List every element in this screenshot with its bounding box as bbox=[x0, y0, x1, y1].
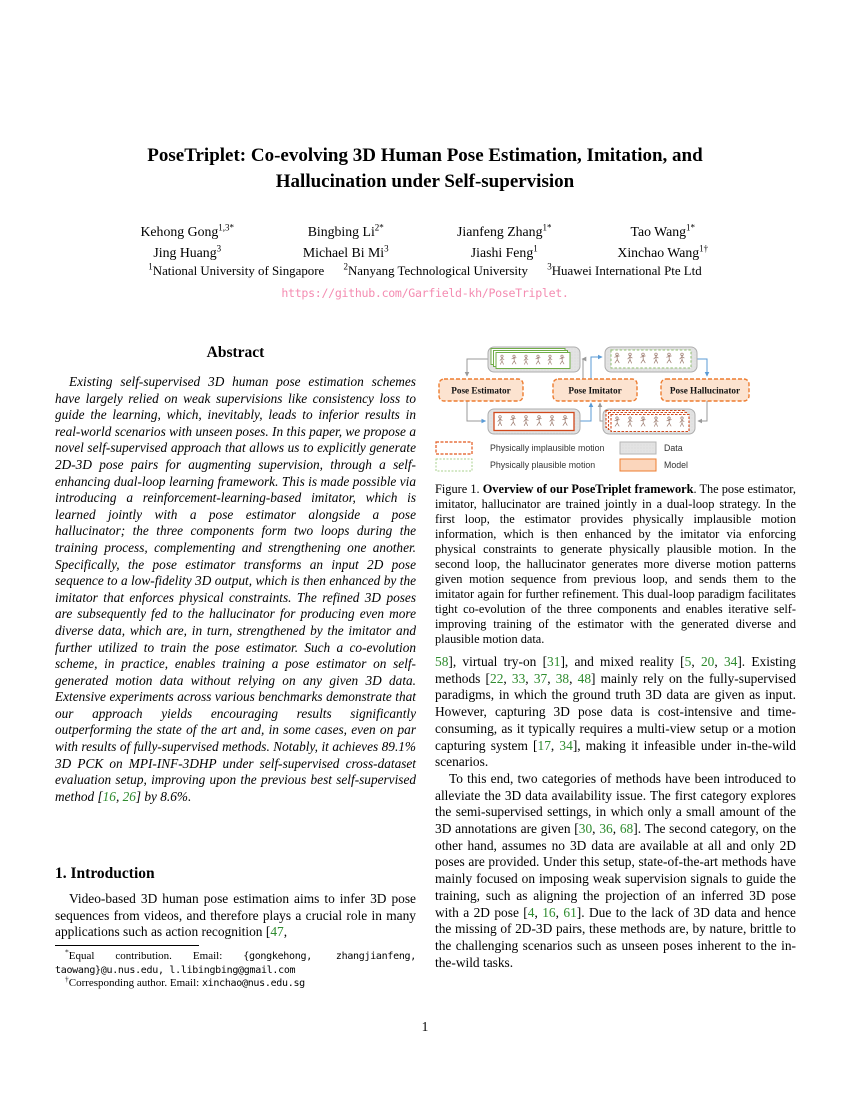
text-segment: Corresponding author. Email: bbox=[68, 977, 202, 990]
affiliation: $^2$Nanyang Technological University bbox=[343, 261, 528, 278]
section-heading-introduction: 1. Introduction bbox=[55, 865, 155, 882]
citation-link[interactable]: 47 bbox=[270, 924, 284, 940]
affiliation: $^1$National University of Singapore bbox=[148, 261, 325, 278]
citation-link[interactable]: 61 bbox=[563, 904, 577, 920]
citation-link[interactable]: 16 bbox=[542, 904, 556, 920]
text-segment: , bbox=[547, 670, 556, 686]
author-superscript: 3 bbox=[384, 243, 389, 254]
text-segment: * bbox=[65, 947, 69, 957]
text-segment: ], making it infeasible under in-the-wild scenarios. bbox=[435, 737, 796, 770]
citation-link[interactable]: 37 bbox=[533, 670, 548, 686]
author-name: Jianfeng Zhang$^{1*}$ bbox=[457, 222, 552, 239]
paper-title bbox=[0, 143, 850, 195]
data-box-plausible-dashed bbox=[605, 347, 697, 372]
pose-hallucinator-label: Pose Hallucinator bbox=[669, 385, 741, 396]
text-segment: xinchao@nus.edu.sg bbox=[201, 978, 305, 990]
text-segment: Video-based 3D human pose estimation aims to infer 3D pose sequences from videos, and therefore plays a crucial role in many applications such as action recognition [ bbox=[55, 891, 416, 940]
citation-link[interactable]: 26 bbox=[122, 788, 136, 804]
text-segment: ] mainly rely on the fully-supervised paradigms, in which the ground truth 3D data are given as input. However, capturing 3D pose data is cost-intensive and time-consuming, as it typically requires a multi-view setup or a motion capturing system [ bbox=[435, 670, 797, 753]
figure-1-caption bbox=[435, 482, 796, 647]
legend-swatch-plausible bbox=[436, 459, 472, 471]
abstract-heading: Abstract bbox=[206, 344, 265, 361]
citation-link[interactable]: 34 bbox=[723, 654, 738, 669]
text-segment: , bbox=[525, 670, 534, 686]
text-segment: , bbox=[534, 904, 543, 920]
author-name: Michael Bi Mi$^3$ bbox=[302, 243, 389, 260]
footnotes bbox=[55, 947, 416, 991]
text-segment: † bbox=[65, 974, 69, 984]
author-name: Bingbing $Li^{2*}$ bbox=[307, 222, 384, 239]
abstract-paragraph bbox=[55, 374, 416, 805]
text-segment: . The pose estimator, imitator, hallucinator are trained jointly in a dual-loop strategy. In the first loop, the estimator provides physically implausible motion information, which is then enhanced by the imitator via enforcing physical constraints to generate physically plausible motion. In the second loop, the hallucinator generates more diverse motion patterns given motion sequence from previous loop, and sends them to the imitator again for further refinement. This dual-loop paradigm facilitates tight co-evolution of the three components and enables iterative self-improving training of the estimator with the generated diverse and plausible motion data. bbox=[435, 482, 796, 646]
data-box-plausible-stack bbox=[488, 347, 580, 372]
text-segment: ] by 8.6%. bbox=[135, 788, 192, 804]
author-name: Kehong Gong$^{1,3*}$ bbox=[140, 222, 235, 239]
figure-legend bbox=[436, 442, 688, 471]
figure-1-svg bbox=[433, 339, 799, 479]
abstract-body bbox=[55, 374, 416, 805]
citation-link[interactable]: 33 bbox=[511, 670, 526, 686]
author-name: Xinchao Wang$^{1\dagger}$ bbox=[617, 243, 709, 260]
data-box-implausible-stack bbox=[603, 409, 695, 434]
author-name: Jiashi Feng$^1$ bbox=[470, 243, 538, 260]
page-number: 1 bbox=[421, 1019, 429, 1034]
citation-link[interactable]: 38 bbox=[555, 670, 570, 686]
pose-estimator-label: Pose Estimator bbox=[451, 385, 511, 396]
text-segment: To this end, two categories of methods have been introduced to alleviate the 3D data availability issue. The first category explores the semi-supervised settings, in which only a small amount of the 3D annotations are given [ bbox=[435, 770, 796, 837]
footnote-equal-contribution bbox=[55, 947, 416, 977]
introduction-paragraph bbox=[55, 891, 416, 941]
text-segment: , bbox=[714, 654, 724, 669]
author-superscript: 3 bbox=[216, 243, 222, 254]
figure-1-overview bbox=[433, 339, 799, 479]
citation-link[interactable]: 36 bbox=[599, 821, 613, 837]
text-segment: , bbox=[691, 654, 701, 669]
legend-label-model: Model bbox=[664, 460, 688, 470]
citation-link[interactable]: 22 bbox=[490, 670, 504, 686]
author-superscript: 1* bbox=[686, 222, 696, 233]
text-segment: , bbox=[283, 924, 288, 940]
citation-link[interactable]: 5 bbox=[684, 654, 692, 669]
citation-link[interactable]: 48 bbox=[577, 670, 592, 686]
citation-link[interactable]: 30 bbox=[578, 821, 593, 837]
author-name: Jing Huang$^3$ bbox=[153, 243, 222, 260]
legend-label-plausible: Physically plausible motion bbox=[490, 460, 596, 470]
text-segment: ], and mixed reality [ bbox=[560, 654, 685, 669]
text-segment: , bbox=[592, 821, 600, 837]
text-segment: ]. Due to the lack of 3D data and hence the missing of 2D-3D pairs, these methods are, by nature, brittle to the challenging scenarios such as unseen poses inherent to the in-the-wild tasks. bbox=[435, 904, 796, 970]
footnote-corresponding-author bbox=[55, 974, 416, 991]
affiliations-line bbox=[0, 261, 850, 279]
text-segment: ], virtual try-on [ bbox=[448, 654, 548, 669]
text-segment: , bbox=[550, 737, 560, 753]
affiliation: $^3$Huawei International Pte Ltd bbox=[547, 261, 702, 278]
author-name: Tao Wang$^{1*}$ bbox=[630, 222, 696, 239]
text-segment: ]. Existing methods [ bbox=[435, 654, 797, 686]
paper-title-line1: PoseTriplet: Co-evolving 3D Human Pose Estimation, Imitation, and bbox=[147, 145, 703, 166]
citation-link[interactable]: 31 bbox=[547, 654, 561, 669]
author-superscript: 1† bbox=[699, 243, 709, 254]
text-segment: , bbox=[503, 670, 512, 686]
author-superscript: 1 bbox=[533, 243, 538, 254]
text-segment: Figure 1. bbox=[435, 482, 483, 496]
pose-imitator-box bbox=[553, 379, 637, 401]
author-superscript: 1,3* bbox=[218, 222, 235, 233]
paper-title-line2: Hallucination under Self-supervision bbox=[275, 171, 575, 192]
author-superscript: 1* bbox=[542, 222, 552, 233]
citation-link[interactable]: 17 bbox=[537, 737, 551, 753]
text-segment: , bbox=[115, 788, 123, 804]
pose-hallucinator-box bbox=[661, 379, 749, 401]
pose-estimator-box bbox=[439, 379, 523, 401]
citation-link[interactable]: 68 bbox=[619, 821, 634, 837]
author-block bbox=[108, 224, 742, 261]
introduction-body bbox=[55, 891, 416, 941]
text-segment: Equal contribution. Email: bbox=[68, 950, 244, 962]
text-segment: ]. The second category, on the other hand, assumes no 3D data are available at all and only 2D poses are provided. Under this setup, state-of-the-art methods have mainly focused on imposing weak supervision signals to guide the training, such as aligning the projection of an inferred 3D pose with a 2D pose [ bbox=[435, 821, 797, 920]
citation-link[interactable]: 4 bbox=[527, 904, 535, 920]
footnote-rule bbox=[55, 945, 199, 946]
legend-label-data: Data bbox=[664, 443, 683, 453]
text-segment: , bbox=[555, 904, 564, 920]
author-row-2 bbox=[108, 245, 742, 261]
citation-link[interactable]: 16 bbox=[102, 788, 116, 804]
legend-swatch-data bbox=[620, 442, 656, 454]
citation-link[interactable]: 20 bbox=[700, 654, 715, 669]
right-column-body bbox=[435, 654, 796, 971]
project-url-line bbox=[0, 286, 850, 300]
legend-label-implausible: Physically implausible motion bbox=[490, 443, 605, 453]
text-segment: {gongkehong, zhangjianfeng, taowang}@u.nus.edu, l.libingbing@gmail.com bbox=[55, 951, 416, 976]
legend-swatch-implausible bbox=[436, 442, 472, 454]
text-segment: Existing self-supervised 3D human pose estimation schemes have largely relied on weak supervisions like consistency loss to guide the learning, which, inevitably, leads to inferior results in real-world scenarios with unseen poses. In this paper, we propose a novel self-supervised approach that allows us to explicitly generate 2D-3D pose pairs for augmenting supervision, through a self-enhancing dual-loop learning framework. This is made possible via introducing a reinforcement-learning-based imitator, which is learned jointly with a pose estimator alongside a pose hallucinator; the three components form two loops during the training process, complementing and strengthening one another. Specifically, the pose estimator transforms an input 2D pose sequence to a low-fidelity 3D output, which is then enhanced by the imitator that enforces physical constraints. The refined 3D poses are subsequently fed to the hallucinator for producing even more diverse data, which are, in turn, strengthened by the imitator and further utilized to train the pose estimator. Such a co-evolution scheme, in practice, enables training a pose estimator on self-generated motion data without relying on any given 3D data. Extensive experiments across various benchmarks demonstrate that our approach yields encouraging results significantly outperforming the state of the art and, in some cases, even on par with results of fully-supervised methods. Notably, it achieves 89.1% 3D PCK on MPI-INF-3DHP under self-supervised cross-dataset evaluation setup, improving upon the previous best self-supervised method [ bbox=[55, 374, 416, 804]
text-segment: , bbox=[612, 821, 620, 837]
text-segment: , bbox=[569, 670, 578, 686]
data-box-implausible bbox=[488, 409, 580, 434]
citation-link[interactable]: 34 bbox=[559, 737, 573, 753]
pose-imitator-label: Pose Imitator bbox=[568, 385, 622, 396]
text-segment: Overview of our PoseTriplet framework bbox=[482, 482, 694, 496]
author-row-1 bbox=[108, 224, 742, 240]
body-paragraph bbox=[435, 654, 796, 771]
citation-link[interactable]: 58 bbox=[435, 654, 449, 669]
legend-swatch-model bbox=[620, 459, 656, 471]
body-paragraph bbox=[435, 771, 796, 971]
author-superscript: 2* bbox=[374, 222, 384, 233]
project-url-link[interactable]: https://github.com/Garfield-kh/PoseTriplet. bbox=[281, 286, 569, 300]
